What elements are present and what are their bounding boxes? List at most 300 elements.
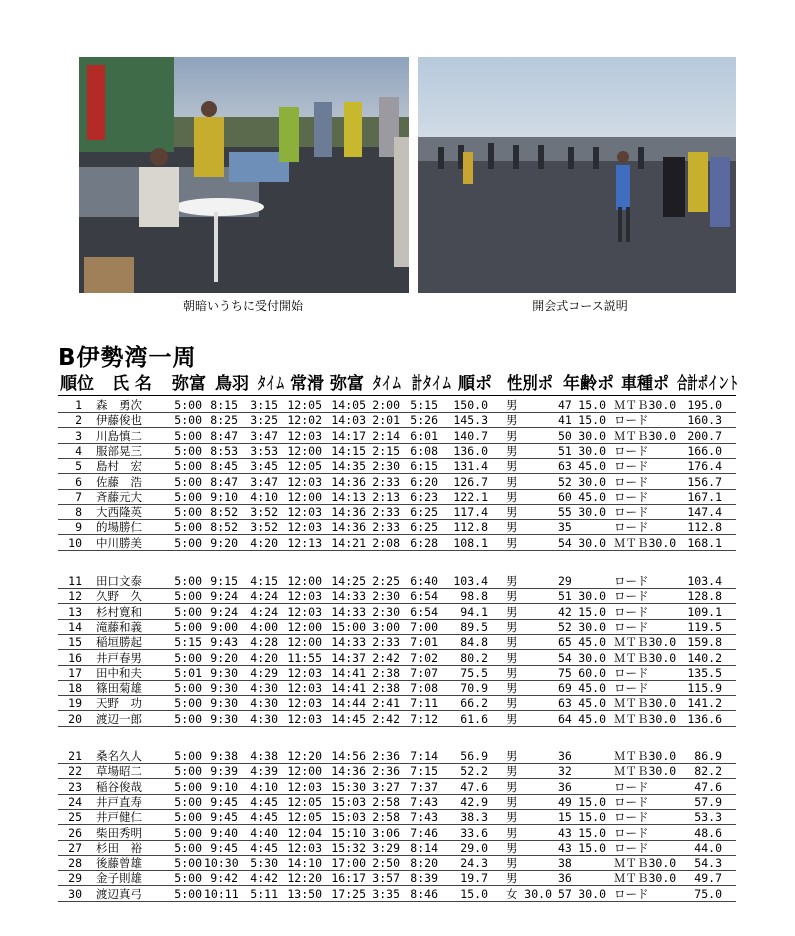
table-cell: 5:30 (250, 856, 278, 871)
table-cell: 2:36 (372, 749, 400, 763)
table-cell: 9 (75, 520, 82, 535)
table-cell: 5:00 (174, 413, 202, 428)
table-cell: ロード (614, 665, 649, 680)
table-cell: 15 (558, 810, 572, 825)
table-cell: 伊藤俊也 (96, 413, 142, 428)
table-cell: 49.7 (694, 871, 722, 886)
table-cell: 渡辺真弓 (96, 886, 142, 901)
table-cell: ロード (614, 810, 649, 825)
table-cell: 男 (506, 810, 518, 825)
table-cell: ＭＴＢ30.0 (614, 711, 677, 726)
table-cell: 天野 功 (96, 696, 142, 711)
table-cell: 65 (558, 635, 572, 650)
table-cell: 5:00 (174, 711, 202, 726)
table-cell: 5:00 (174, 886, 202, 901)
table-cell: 7:08 (410, 681, 438, 696)
table-cell: 15.0 (578, 604, 606, 619)
table-cell: 84.8 (460, 635, 488, 650)
table-cell: 10:11 (204, 886, 239, 901)
table-cell: 大西隆英 (96, 505, 142, 520)
table-cell: 5:00 (174, 474, 202, 489)
table-cell: 60 (558, 489, 572, 504)
table-cell: 47.6 (694, 779, 722, 794)
table-cell: 6 (75, 474, 82, 489)
table-cell: 54 (558, 650, 572, 665)
table-cell: 5:15 (174, 635, 202, 650)
table-cell: 9:40 (210, 825, 238, 840)
table-cell: ロード (614, 505, 649, 520)
table-cell: 45.0 (578, 681, 606, 696)
table-cell: 4:30 (250, 681, 278, 696)
table-cell: 島村 宏 (96, 459, 142, 474)
table-cell: 156.7 (687, 474, 722, 489)
table-cell: 47.6 (460, 779, 488, 794)
table-cell: 男 (506, 589, 518, 604)
table-cell: 8:52 (210, 520, 238, 535)
table-cell: 5:00 (174, 650, 202, 665)
table-cell: 7:43 (410, 810, 438, 825)
table-cell: 男 (506, 604, 518, 619)
table-cell: 男 (506, 711, 518, 726)
table-cell: ロード (614, 474, 649, 489)
photo-reception (79, 57, 409, 293)
table-cell: 男 (506, 665, 518, 680)
table-cell: 15.0 (578, 810, 606, 825)
table-cell: 2:30 (372, 589, 400, 604)
table-cell: 28 (68, 856, 82, 871)
table-cell: 15:03 (331, 810, 366, 825)
table-cell: 29.0 (460, 840, 488, 855)
table-cell: 30.0 (578, 443, 606, 458)
table-cell: 14:45 (331, 711, 366, 726)
table-cell: 中川勝美 (96, 535, 142, 550)
table-cell: 5:00 (174, 589, 202, 604)
table-cell: 5:00 (174, 459, 202, 474)
table-cell: 8:25 (210, 413, 238, 428)
table-cell: 14:17 (331, 428, 366, 443)
table-cell: 男 (506, 856, 518, 871)
table-cell: 195.0 (687, 398, 722, 412)
table-cell: 男 (506, 443, 518, 458)
table-cell: 42 (558, 604, 572, 619)
table-cell: 14:36 (331, 505, 366, 520)
table-cell: 男 (506, 779, 518, 794)
table-cell: 6:15 (410, 459, 438, 474)
table-cell: 12:03 (287, 589, 322, 604)
table-cell: 80.2 (460, 650, 488, 665)
column-header: 車種ポ (621, 374, 669, 394)
table-cell: 112.8 (687, 520, 722, 535)
table-cell: 6:01 (410, 428, 438, 443)
table-cell: 2:33 (372, 520, 400, 535)
table-cell: 5:00 (174, 443, 202, 458)
table-cell: 的場勝仁 (96, 520, 142, 535)
table-cell: 3:35 (372, 886, 400, 901)
table-cell: 98.8 (460, 589, 488, 604)
table-cell: ＭＴＢ30.0 (614, 749, 677, 763)
table-cell: 金子則雄 (96, 871, 142, 886)
column-header: 鳥羽 (215, 374, 249, 394)
table-cell: 94.1 (460, 604, 488, 619)
table-cell: 89.5 (460, 619, 488, 634)
table-cell: 1 (75, 398, 82, 412)
table-cell: 5:00 (174, 398, 202, 412)
table-cell: 30 (68, 886, 82, 901)
table-cell: 2:33 (372, 474, 400, 489)
column-header: 弥富 (172, 374, 206, 394)
table-cell: 8:45 (210, 459, 238, 474)
table-cell: 2:00 (372, 398, 400, 412)
table-cell: 136.0 (453, 443, 488, 458)
table-cell: 14:33 (331, 604, 366, 619)
table-cell: 5:00 (174, 856, 202, 871)
table-cell: 13 (68, 604, 82, 619)
table-cell: ロード (614, 794, 649, 809)
table-cell: 17:00 (331, 856, 366, 871)
table-cell: 6:23 (410, 489, 438, 504)
table-cell: 6:08 (410, 443, 438, 458)
table-cell: 12:00 (287, 635, 322, 650)
table-cell: 41 (558, 413, 572, 428)
table-cell: 12:05 (287, 810, 322, 825)
table-cell: 15.0 (578, 794, 606, 809)
table-cell: 4:10 (250, 779, 278, 794)
table-cell: 8:14 (410, 840, 438, 855)
table-cell: ロード (614, 604, 649, 619)
table-cell: ロード (614, 681, 649, 696)
table-cell: 5:00 (174, 520, 202, 535)
table-cell: 17:25 (331, 886, 366, 901)
table-cell: 男 (506, 635, 518, 650)
table-cell: 3:06 (372, 825, 400, 840)
table-cell: 桑名久人 (96, 749, 142, 763)
table-cell: 38.3 (460, 810, 488, 825)
table-cell: 男 (506, 619, 518, 634)
column-header: 順位 (60, 374, 94, 394)
table-cell: 82.2 (694, 764, 722, 779)
table-cell: 14:10 (287, 856, 322, 871)
table-cell: 後藤曾雄 (96, 856, 142, 871)
table-cell: 167.1 (687, 489, 722, 504)
table-cell: 5:00 (174, 681, 202, 696)
table-cell: 10:30 (204, 856, 239, 871)
table-cell: 4 (75, 443, 82, 458)
table-cell: 29 (558, 574, 572, 588)
table-cell: 4:40 (250, 825, 278, 840)
table-cell: 4:39 (250, 764, 278, 779)
table-cell: 109.1 (687, 604, 722, 619)
table-cell: 75 (558, 665, 572, 680)
column-header: 合計ポイント (677, 374, 739, 394)
table-cell: ロード (614, 443, 649, 458)
table-cell: 12:20 (287, 871, 322, 886)
table-cell: 7:01 (410, 635, 438, 650)
table-cell: 14:33 (331, 589, 366, 604)
table-cell: 9:10 (210, 779, 238, 794)
table-cell: 6:54 (410, 604, 438, 619)
table-cell: 52.2 (460, 764, 488, 779)
table-cell: 2:33 (372, 635, 400, 650)
caption-opening-ceremony: 開会式コース説明 (532, 299, 628, 313)
table-cell: 69 (558, 681, 572, 696)
page-title: B伊勢湾一周 (58, 345, 197, 371)
table-cell: 20 (68, 711, 82, 726)
table-cell: ＭＴＢ30.0 (614, 535, 677, 550)
table-cell: 147.4 (687, 505, 722, 520)
table-cell: 2:58 (372, 810, 400, 825)
table-cell: 57.9 (694, 794, 722, 809)
table-cell: 15.0 (578, 840, 606, 855)
table-cell: 14:36 (331, 474, 366, 489)
table-cell: 12:03 (287, 681, 322, 696)
table-cell: 4:00 (250, 619, 278, 634)
table-cell: ロード (614, 489, 649, 504)
table-cell: 9:24 (210, 589, 238, 604)
table-cell: 14:21 (331, 535, 366, 550)
table-cell: 4:20 (250, 535, 278, 550)
table-cell: 54.3 (694, 856, 722, 871)
table-cell: ロード (614, 886, 649, 901)
table-cell: 29 (68, 871, 82, 886)
table-cell: 2:14 (372, 428, 400, 443)
table-cell: ロード (614, 825, 649, 840)
column-header: 弥富 (330, 374, 364, 394)
table-cell: 男 (506, 428, 518, 443)
table-cell: 7:14 (410, 749, 438, 763)
table-cell: 井戸健仁 (96, 810, 142, 825)
table-cell: 30.0 (578, 474, 606, 489)
table-cell: 19.7 (460, 871, 488, 886)
table-cell: 5:00 (174, 535, 202, 550)
table-cell: 25 (68, 810, 82, 825)
table-cell: 14 (68, 619, 82, 634)
table-cell: 15.0 (460, 886, 488, 901)
table-cell: 7 (75, 489, 82, 504)
table-cell: 7:37 (410, 779, 438, 794)
table-cell: 井戸春男 (96, 650, 142, 665)
row-divider (58, 550, 736, 551)
table-cell: 45.0 (578, 459, 606, 474)
table-cell: 12:03 (287, 428, 322, 443)
table-cell: 男 (506, 794, 518, 809)
table-cell: 108.1 (453, 535, 488, 550)
table-cell: 男 (506, 681, 518, 696)
table-cell: 103.4 (453, 574, 488, 588)
table-cell: 12:13 (287, 535, 322, 550)
table-cell: 122.1 (453, 489, 488, 504)
table-cell: 57 (558, 886, 572, 901)
table-cell: 30.0 (578, 428, 606, 443)
table-cell: 斉藤元大 (96, 489, 142, 504)
table-cell: ＭＴＢ30.0 (614, 764, 677, 779)
caption-reception: 朝暗いうちに受付開始 (182, 299, 303, 313)
table-cell: 3:47 (250, 428, 278, 443)
table-cell: 14:44 (331, 696, 366, 711)
table-cell: 128.8 (687, 589, 722, 604)
table-cell: 13:50 (287, 886, 322, 901)
table-cell: ロード (614, 574, 649, 588)
table-cell: 4:20 (250, 650, 278, 665)
table-cell: 3:52 (250, 520, 278, 535)
table-cell: 9:30 (210, 711, 238, 726)
table-cell: 14:25 (331, 574, 366, 588)
table-cell: 2:01 (372, 413, 400, 428)
table-cell: 渡辺一郎 (96, 711, 142, 726)
table-cell: 12:03 (287, 505, 322, 520)
table-cell: 4:24 (250, 604, 278, 619)
table-cell: 柴田秀明 (96, 825, 142, 840)
table-cell: 6:40 (410, 574, 438, 588)
table-cell: 5:00 (174, 604, 202, 619)
table-cell: 2:38 (372, 665, 400, 680)
table-cell: 16 (68, 650, 82, 665)
table-cell: 56.9 (460, 749, 488, 763)
table-cell: 2:08 (372, 535, 400, 550)
table-cell: ＭＴＢ30.0 (614, 856, 677, 871)
row-divider (58, 901, 736, 902)
table-cell: 14:36 (331, 520, 366, 535)
table-cell: 9:38 (210, 749, 238, 763)
table-cell: ＭＴＢ30.0 (614, 871, 677, 886)
table-cell: 4:24 (250, 589, 278, 604)
table-cell: 63 (558, 459, 572, 474)
table-cell: 36 (558, 749, 572, 763)
table-cell: 7:02 (410, 650, 438, 665)
table-cell: 5:00 (174, 749, 202, 763)
table-cell: 131.4 (453, 459, 488, 474)
table-cell: ロード (614, 840, 649, 855)
table-cell: 3 (75, 428, 82, 443)
table-cell: 8:47 (210, 474, 238, 489)
table-cell: 田中和夫 (96, 665, 142, 680)
table-cell: 35 (558, 520, 572, 535)
table-cell: 21 (68, 749, 82, 763)
table-cell: 2:30 (372, 604, 400, 619)
table-cell: 男 (506, 505, 518, 520)
table-cell: 36 (558, 779, 572, 794)
table-cell: 9:30 (210, 696, 238, 711)
table-cell: 男 (506, 840, 518, 855)
table-cell: 36 (558, 871, 572, 886)
table-cell: 男 (506, 871, 518, 886)
table-cell: 4:10 (250, 489, 278, 504)
table-cell: 61.6 (460, 711, 488, 726)
table-cell: 3:45 (250, 459, 278, 474)
table-cell: 14:15 (331, 443, 366, 458)
table-cell: 16:17 (331, 871, 366, 886)
table-cell: 112.8 (453, 520, 488, 535)
table-cell: 杉村寛和 (96, 604, 142, 619)
table-cell: 103.4 (687, 574, 722, 588)
table-cell: 12:02 (287, 413, 322, 428)
table-cell: 5:00 (174, 779, 202, 794)
table-cell: 6:25 (410, 520, 438, 535)
table-cell: 12:00 (287, 489, 322, 504)
table-cell: 159.8 (687, 635, 722, 650)
table-cell: 12 (68, 589, 82, 604)
table-cell: 9:10 (210, 489, 238, 504)
table-cell: 48.6 (694, 825, 722, 840)
table-cell: 男 (506, 574, 518, 588)
table-cell: 2:38 (372, 681, 400, 696)
table-cell: 15.0 (578, 825, 606, 840)
table-cell: 12:00 (287, 443, 322, 458)
table-cell: 5:00 (174, 619, 202, 634)
table-cell: 8:46 (410, 886, 438, 901)
table-cell: 2:13 (372, 489, 400, 504)
table-cell: 9:45 (210, 840, 238, 855)
table-cell: 2:42 (372, 650, 400, 665)
table-cell: 119.5 (687, 619, 722, 634)
column-header: 計タイム (412, 374, 452, 394)
table-cell: 3:25 (250, 413, 278, 428)
table-cell: 5:11 (250, 886, 278, 901)
table-cell: 12:05 (287, 398, 322, 412)
table-cell: 141.2 (687, 696, 722, 711)
table-cell: 14:33 (331, 635, 366, 650)
table-cell: 男 (506, 535, 518, 550)
table-cell: 43 (558, 840, 572, 855)
table-cell: 2:25 (372, 574, 400, 588)
table-cell: 8:39 (410, 871, 438, 886)
table-cell: 168.1 (687, 535, 722, 550)
table-cell: 2:50 (372, 856, 400, 871)
table-cell: 55 (558, 505, 572, 520)
table-cell: 15:32 (331, 840, 366, 855)
table-cell: 久野 久 (96, 589, 142, 604)
table-cell: 男 (506, 489, 518, 504)
table-cell: 5:15 (410, 398, 438, 412)
table-cell: 森 勇次 (96, 398, 142, 412)
table-cell: ロード (614, 459, 649, 474)
table-cell: 4:30 (250, 711, 278, 726)
table-cell: 男 (506, 764, 518, 779)
table-cell: 9:15 (210, 574, 238, 588)
table-cell: 男 (506, 749, 518, 763)
table-cell: 5:00 (174, 810, 202, 825)
table-cell: 5:26 (410, 413, 438, 428)
table-cell: 176.4 (687, 459, 722, 474)
table-cell: 男 (506, 398, 518, 412)
table-cell: 12:03 (287, 696, 322, 711)
table-cell: ロード (614, 589, 649, 604)
table-cell: 50 (558, 428, 572, 443)
table-cell: 200.7 (687, 428, 722, 443)
table-cell: 15.0 (578, 413, 606, 428)
table-cell: 22 (68, 764, 82, 779)
table-cell: 9:00 (210, 619, 238, 634)
table-cell: 43 (558, 825, 572, 840)
table-cell: 23 (68, 779, 82, 794)
table-cell: 51 (558, 443, 572, 458)
table-cell: ＭＴＢ30.0 (614, 635, 677, 650)
table-cell: 52 (558, 619, 572, 634)
table-cell: 63 (558, 696, 572, 711)
table-cell: ロード (614, 520, 649, 535)
table-cell: 佐藤 浩 (96, 474, 142, 489)
row-divider (58, 726, 736, 727)
table-cell: 45.0 (578, 635, 606, 650)
header-divider (58, 395, 736, 396)
table-cell: 2:15 (372, 443, 400, 458)
table-cell: 30.0 (578, 619, 606, 634)
table-cell: 10 (68, 535, 82, 550)
table-cell: 5:01 (174, 665, 202, 680)
table-cell: 14:56 (331, 749, 366, 763)
column-header: 順ポ (458, 374, 492, 394)
table-cell: 145.3 (453, 413, 488, 428)
table-cell: 9:20 (210, 650, 238, 665)
